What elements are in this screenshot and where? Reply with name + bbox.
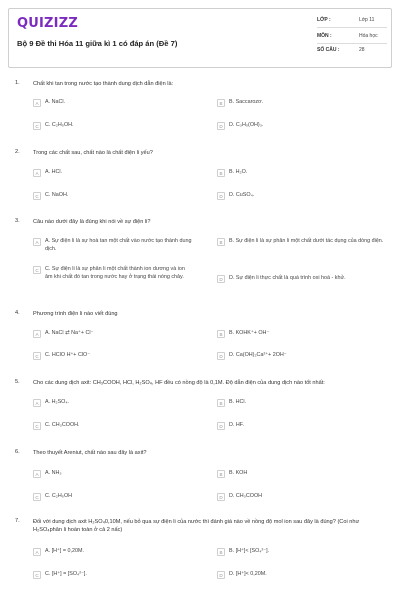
- option-letter-box: C: [33, 571, 41, 579]
- option-text: A. Sự điện li là sự hoà tan một chất vào nước tạo thành dung dịch.: [45, 238, 192, 252]
- option-text: C. NaOH.: [45, 192, 69, 198]
- option-b[interactable]: [217, 548, 392, 556]
- option-letter-box: D: [217, 122, 225, 130]
- option-a[interactable]: [33, 169, 193, 177]
- option-letter-box: A: [33, 470, 41, 478]
- option-letter-box: C: [33, 352, 41, 360]
- meta-subject-value: Hóa học: [359, 33, 378, 39]
- option-text: A. NaCl ⇄ Na⁺+ Cl⁻: [45, 330, 94, 336]
- question-text: Cho các dung dịch axit: CH₃COOH, HCl, H₂SO₄, HF đều có nồng độ là 0,1M. Độ dẫn điện của dung dịch nào tốt nhất:: [33, 380, 325, 386]
- option-text: A. [H⁺] = 0,20M.: [45, 548, 84, 554]
- meta-count-label: SỐ CÂU :: [317, 47, 340, 53]
- option-text: C. [H⁺] = [SO₄²⁻].: [45, 571, 87, 577]
- option-text: A. HCl.: [45, 169, 63, 175]
- option-text: D. Ca(OH)₂Ca²⁺+ 2OH⁻: [229, 352, 287, 358]
- option-text: C. C₂H₅OH: [45, 493, 73, 499]
- option-letter-box: A: [33, 399, 41, 407]
- option-b[interactable]: [217, 99, 392, 107]
- option-letter-box: C: [33, 422, 41, 430]
- option-letter-box: B: [217, 330, 225, 338]
- option-letter-box: A: [33, 99, 41, 107]
- option-a[interactable]: [33, 99, 193, 107]
- option-letter-box: B: [217, 169, 225, 177]
- option-letter-box: B: [217, 99, 225, 107]
- option-letter-box: D: [217, 275, 225, 283]
- option-letter-box: A: [33, 238, 41, 246]
- option-letter-box: D: [217, 493, 225, 501]
- question-text: Chất khi tan trong nước tạo thành dung dịch dẫn điện là:: [33, 81, 174, 87]
- meta-divider: [317, 27, 387, 28]
- meta-divider: [317, 43, 387, 44]
- option-c[interactable]: [33, 352, 193, 360]
- option-c[interactable]: [33, 192, 193, 200]
- option-text: B. Saccarozơ.: [229, 99, 264, 105]
- question-text: Trong các chất sau, chất nào là chất điện li yếu?: [33, 150, 153, 156]
- option-text: C. CH₃COOH.: [45, 422, 80, 428]
- option-letter-box: C: [33, 493, 41, 501]
- page-title: Bộ 9 Đề thi Hóa 11 giữa kì 1 có đáp án (Đề 7): [17, 39, 178, 48]
- question-text: Đối với dung dịch axit H₂SO₄0,10M, nếu bỏ qua sự điện li của nước thì đánh giá nào về nồng độ mol ion sau đây là đúng? (Coi như H₂SO₄phân li hoàn toàn ở cả 2 nấc): [33, 519, 360, 533]
- option-text: B. HCl.: [229, 399, 247, 405]
- option-letter-box: A: [33, 330, 41, 338]
- option-c[interactable]: [33, 422, 193, 430]
- option-d[interactable]: [217, 275, 392, 283]
- option-text: A. H₂SO₄.: [45, 399, 70, 405]
- option-text: C. C₂H₅OH.: [45, 122, 74, 128]
- question-number: 1.: [15, 80, 20, 86]
- option-letter-box: C: [33, 192, 41, 200]
- option-text: D. HF.: [229, 422, 244, 428]
- question-text: Theo thuyết Areniut, chất nào sau đây là axit?: [33, 450, 147, 456]
- option-letter-box: C: [33, 122, 41, 130]
- option-letter-box: B: [217, 470, 225, 478]
- option-text: C. Sự điện li là sự phân li một chất thành ion dương và ion âm khi chất đó tan trong nước hay ở trạng thái nóng chảy.: [45, 266, 185, 280]
- option-a[interactable]: [33, 399, 193, 407]
- option-d[interactable]: [217, 422, 392, 430]
- option-a[interactable]: [33, 470, 193, 478]
- option-letter-box: A: [33, 169, 41, 177]
- option-text: B. Sự điện li là sự phân li một chất dưới tác dụng của dòng điện.: [229, 238, 384, 244]
- header-box: [8, 8, 392, 68]
- option-a[interactable]: [33, 330, 193, 338]
- meta-class-value: Lớp 11: [359, 17, 375, 23]
- option-d[interactable]: [217, 352, 392, 360]
- quizizz-logo: QUIZIZZ: [17, 16, 78, 31]
- meta-subject-label: MÔN :: [317, 33, 332, 39]
- option-text: D. C₃H₅(OH)₃.: [229, 122, 264, 128]
- option-text: B. KOH: [229, 470, 248, 476]
- option-letter-box: D: [217, 422, 225, 430]
- option-b[interactable]: [217, 169, 392, 177]
- option-b[interactable]: [217, 330, 392, 338]
- question-number: 3.: [15, 218, 20, 224]
- option-letter-box: B: [217, 238, 225, 246]
- option-text: D. CH₃COOH: [229, 493, 263, 499]
- option-b[interactable]: [217, 399, 392, 407]
- option-text: B. KOHK⁺+ OH⁻: [229, 330, 270, 336]
- option-d[interactable]: [217, 192, 392, 200]
- option-text: C. HClO H⁺+ ClO⁻: [45, 352, 91, 358]
- option-c[interactable]: [33, 493, 193, 501]
- option-b[interactable]: [217, 238, 392, 246]
- option-c[interactable]: [33, 571, 193, 579]
- question-number: 2.: [15, 149, 20, 155]
- option-c[interactable]: [33, 266, 193, 281]
- option-text: D. [H⁺]< 0,20M.: [229, 571, 267, 577]
- option-text: A. NH₃: [45, 470, 62, 476]
- option-d[interactable]: [217, 122, 392, 130]
- option-text: B. [H⁺]< [SO₄²⁻].: [229, 548, 270, 554]
- meta-count-value: 28: [359, 47, 365, 53]
- question-number: 7.: [15, 518, 20, 524]
- option-letter-box: B: [217, 399, 225, 407]
- option-letter-box: D: [217, 571, 225, 579]
- question-text: Câu nào dưới đây là đúng khi nói về sự điện li?: [33, 219, 151, 225]
- option-text: D. Sự điện li thực chất là quá trình oxi hoá - khử.: [229, 275, 346, 281]
- question-number: 4.: [15, 310, 20, 316]
- meta-class-label: LỚP :: [317, 17, 331, 23]
- option-letter-box: D: [217, 352, 225, 360]
- option-letter-box: C: [33, 266, 41, 274]
- option-d[interactable]: [217, 571, 392, 579]
- option-text: D. CuSO₄.: [229, 192, 255, 198]
- option-text: B. H₂O.: [229, 169, 248, 175]
- option-text: A. NaCl.: [45, 99, 66, 105]
- question-number: 6.: [15, 449, 20, 455]
- option-a[interactable]: [33, 238, 193, 253]
- question-number: 5.: [15, 379, 20, 385]
- question-text: Phương trình điện li nào viết đúng: [33, 311, 118, 317]
- option-letter-box: A: [33, 548, 41, 556]
- option-a[interactable]: [33, 548, 193, 556]
- option-b[interactable]: [217, 470, 392, 478]
- option-letter-box: D: [217, 192, 225, 200]
- option-d[interactable]: [217, 493, 392, 501]
- option-letter-box: B: [217, 548, 225, 556]
- option-c[interactable]: [33, 122, 193, 130]
